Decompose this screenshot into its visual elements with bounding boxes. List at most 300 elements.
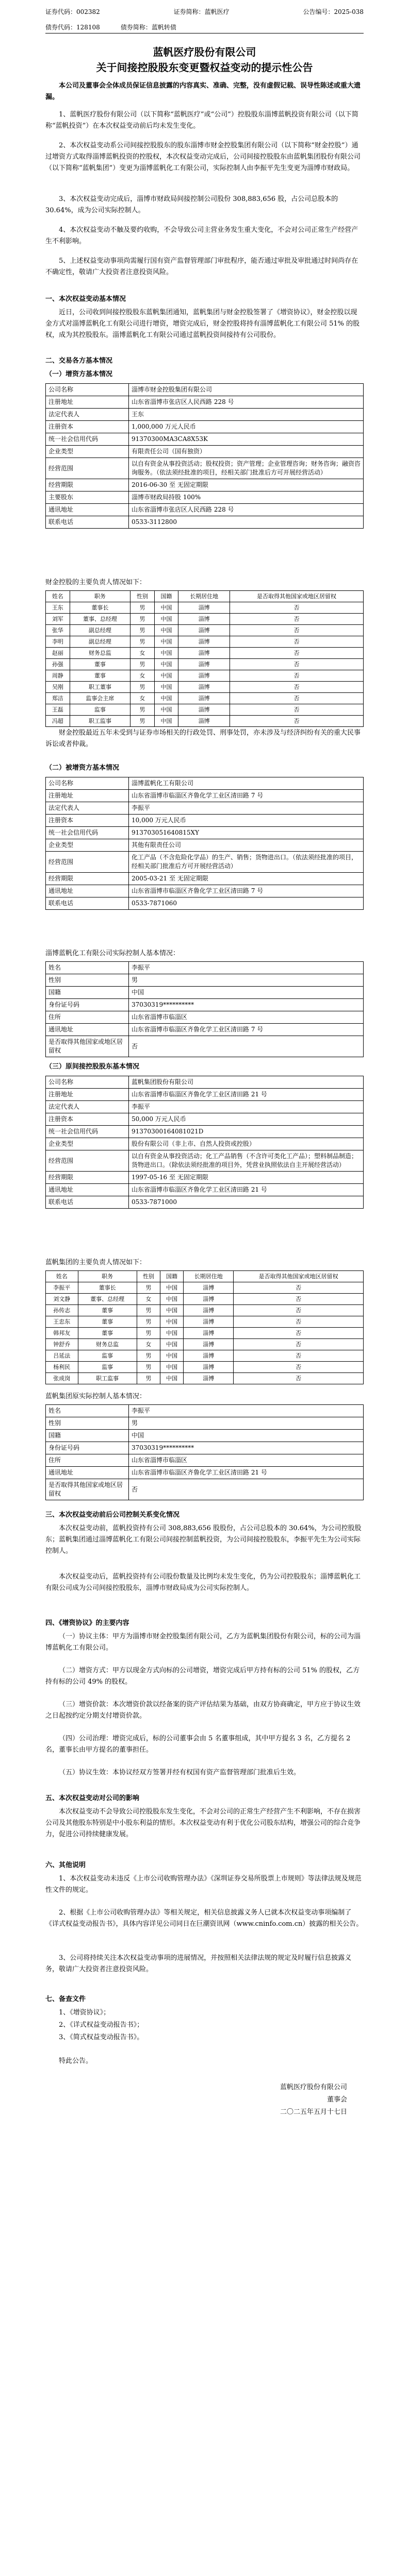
field-value: 10,000 万元人民币 bbox=[129, 815, 364, 827]
table-cell: 中国 bbox=[154, 602, 178, 614]
table-row bbox=[46, 815, 364, 827]
table-cell: 男 bbox=[137, 1316, 160, 1328]
section-2-heading: 二、交易各方基本情况 bbox=[45, 357, 113, 365]
table-row bbox=[46, 1113, 364, 1126]
field-label: 是否取得其他国家或地区居留权 bbox=[46, 1036, 129, 1057]
field-value: 以自有资金从事投资活动；股权投资；资产管理；企业管理咨询；财务咨询；融资咨询服务。（依法须经批准的项目，经相关部门批准后方可开展经营活动） bbox=[129, 458, 364, 479]
field-label: 通讯地址 bbox=[46, 1467, 129, 1479]
field-value: 山东省淄博市临淄区 bbox=[129, 1011, 364, 1024]
table-cell: 中国 bbox=[160, 1373, 183, 1384]
field-label: 企业类型 bbox=[46, 1138, 129, 1150]
reference-doc-1: 1、《增资协议》； bbox=[59, 2009, 110, 2016]
table-cell: 财务总监 bbox=[78, 1339, 137, 1350]
table-row bbox=[46, 1089, 364, 1101]
signature-board: 董事会 bbox=[326, 2096, 347, 2104]
table-cell: 否 bbox=[230, 602, 364, 614]
table-cell: 淄博 bbox=[178, 625, 230, 636]
stock-abbr: 证券简称：蓝帆医疗 bbox=[173, 8, 230, 15]
section-2-2-heading: （二）被增资方基本情况 bbox=[45, 764, 120, 772]
field-label: 身份证号码 bbox=[46, 1442, 129, 1454]
section-6-item-3: 3、公司将持续关注本次权益变动事项的进展情况，并按照相关法律法规的规定及时履行信息披露义务，敬请广大投资者注意投资风险。 bbox=[45, 1954, 352, 1973]
former-controller-caption: 蓝帆集团原实际控制人基本情况： bbox=[45, 1393, 146, 1400]
column-header: 是否取得其他国家或地区居留权 bbox=[230, 591, 364, 602]
table-cell: 否 bbox=[234, 1305, 364, 1316]
table-cell: 王磊 bbox=[46, 704, 70, 716]
table-cell: 刘军 bbox=[46, 614, 70, 625]
field-label: 注册资本 bbox=[46, 815, 129, 827]
table-cell: 中国 bbox=[160, 1316, 183, 1328]
table-cell: 董事 bbox=[78, 1305, 137, 1316]
table-cell: 董事 bbox=[78, 1316, 137, 1328]
field-value: 其他有限责任公司 bbox=[129, 839, 364, 852]
table-row bbox=[46, 1417, 364, 1430]
table-cell: 淄博 bbox=[178, 716, 230, 727]
field-value: 李振平 bbox=[129, 1101, 364, 1113]
stock-code: 证券代码：002382 bbox=[45, 8, 100, 15]
table-cell: 中国 bbox=[160, 1305, 183, 1316]
field-value: 37030319********** bbox=[129, 999, 364, 1011]
table-row bbox=[46, 1011, 364, 1024]
bond-abbr: 债券简称：蓝帆转债 bbox=[120, 24, 176, 31]
field-value: 0533-7871000 bbox=[129, 1196, 364, 1209]
table-cell: 董事长 bbox=[78, 1282, 137, 1294]
field-label: 注册地址 bbox=[46, 1089, 129, 1101]
table-cell: 职工监事 bbox=[78, 1373, 137, 1384]
field-label: 通讯地址 bbox=[46, 1024, 129, 1036]
signature-block bbox=[280, 2081, 347, 2119]
field-value: 0533-3112800 bbox=[129, 516, 364, 529]
table-cell: 男 bbox=[130, 614, 155, 625]
paragraph-1: 1、蓝帆医疗股份有限公司（以下简称“蓝帆医疗”或“公司”）控股股东淄博蓝帆投资有限公司（以下简称“蓝帆投资”）在本次权益变动前后均未发生变化。 bbox=[45, 111, 358, 130]
field-value: 2016-06-30 至 无固定期限 bbox=[129, 479, 364, 492]
table-cell: 否 bbox=[234, 1328, 364, 1339]
table-row bbox=[46, 636, 364, 648]
table-cell: 男 bbox=[137, 1328, 160, 1339]
field-value: 中国 bbox=[129, 987, 364, 999]
table-row bbox=[46, 479, 364, 492]
section-3-heading: 三、本次权益变动前后公司控制关系变化情况 bbox=[45, 1511, 180, 1519]
table-cell: 李明 bbox=[46, 636, 70, 648]
table-cell: 孙传志 bbox=[46, 1305, 78, 1316]
field-value: 股份有限公司（非上市、自然人投资或控股） bbox=[129, 1138, 364, 1150]
table-row bbox=[46, 1362, 364, 1373]
table-cell: 中国 bbox=[154, 659, 178, 670]
paragraph-3: 3、本次权益变动完成后，淄博市财政局间接控制公司股份 308,883,656 股，占公司总股本的 30.64%，成为公司实际控制人。 bbox=[45, 195, 338, 214]
section-7-heading: 七、备查文件 bbox=[45, 1995, 86, 2003]
table-row bbox=[46, 648, 364, 659]
table-row bbox=[46, 1454, 364, 1467]
table-cell: 淄博 bbox=[178, 704, 230, 716]
table-row bbox=[46, 873, 364, 885]
table-cell: 淄博 bbox=[184, 1294, 234, 1305]
table-row bbox=[46, 777, 364, 790]
field-label: 注册资本 bbox=[46, 1113, 129, 1126]
table-row bbox=[46, 458, 364, 479]
table-cell: 财务总监 bbox=[70, 648, 130, 659]
table-row bbox=[46, 716, 364, 727]
field-label: 通讯地址 bbox=[46, 504, 129, 516]
table-cell: 否 bbox=[230, 704, 364, 716]
field-value: 山东省淄博市临淄区齐鲁化学工业区清田路 21 号 bbox=[129, 1467, 364, 1479]
table-row bbox=[46, 1126, 364, 1138]
field-label: 法定代表人 bbox=[46, 1101, 129, 1113]
field-value: 否 bbox=[129, 1036, 364, 1057]
field-label: 是否取得其他国家或地区居留权 bbox=[46, 1479, 129, 1500]
table-cell: 男 bbox=[137, 1305, 160, 1316]
field-label: 统一社会信用代码 bbox=[46, 827, 129, 839]
field-label: 姓名 bbox=[46, 962, 129, 974]
field-label: 统一社会信用代码 bbox=[46, 1126, 129, 1138]
table-cell: 中国 bbox=[154, 648, 178, 659]
table-cell: 否 bbox=[230, 659, 364, 670]
table-cell: 否 bbox=[234, 1339, 364, 1350]
table-cell: 否 bbox=[230, 716, 364, 727]
announcement-header bbox=[45, 7, 364, 16]
field-value: 淄博市财金控股集团有限公司 bbox=[129, 384, 364, 396]
table-cell: 孙强 bbox=[46, 659, 70, 670]
table-cell: 否 bbox=[230, 682, 364, 693]
section-1-text: 近日，公司收到间接控股股东蓝帆集团通知，蓝帆集团与财金控股签署了《增资协议》，财金控股以现金方式对淄博蓝帆化工有限公司进行增资，增资完成后，财金控股将持有淄博蓝帆化工有限公司 51% 的股权，成为其控股股东。淄博蓝帆化工有限公司通过蓝帆投资间接持有公司股份。 bbox=[45, 309, 360, 339]
column-header: 性别 bbox=[130, 591, 155, 602]
column-header: 国籍 bbox=[154, 591, 178, 602]
section-4-heading: 四、《增资协议》的主要内容 bbox=[45, 1619, 129, 1627]
field-label: 经营期限 bbox=[46, 479, 129, 492]
table-cell: 淄博 bbox=[178, 693, 230, 704]
agreement-effective: （五）协议生效：本协议经双方签署并经有权国有资产监督管理部门批准后生效。 bbox=[59, 1769, 301, 1776]
field-label: 住所 bbox=[46, 1011, 129, 1024]
field-label: 联系电话 bbox=[46, 897, 129, 910]
table-cell: 淄博 bbox=[184, 1362, 234, 1373]
field-value: 1997-05-16 至 无固定期限 bbox=[129, 1172, 364, 1184]
field-value: 0533-7871060 bbox=[129, 897, 364, 910]
table-cell: 韩邦友 bbox=[46, 1328, 78, 1339]
table-cell: 监事会主席 bbox=[70, 693, 130, 704]
table-cell: 职工监事 bbox=[70, 716, 130, 727]
field-value: 山东省淄博市临淄区 bbox=[129, 1454, 364, 1467]
field-value: 以自有资金从事投资活动；化工产品销售（不含许可类化工产品）；塑料制品制造；货物进出口。（除依法须经批准的项目外，凭营业执照依法自主开展经营活动） bbox=[129, 1150, 364, 1172]
table-row bbox=[46, 1350, 364, 1362]
table-row bbox=[46, 1328, 364, 1339]
field-label: 性别 bbox=[46, 1417, 129, 1430]
field-value: 37030319********** bbox=[129, 1442, 364, 1454]
table-row bbox=[46, 1184, 364, 1196]
field-value: 山东省淄博市临淄区齐鲁化学工业区清田路 7 号 bbox=[129, 885, 364, 897]
field-label: 性别 bbox=[46, 974, 129, 987]
table-cell: 吕延法 bbox=[46, 1350, 78, 1362]
field-value: 1,000,000 万元人民币 bbox=[129, 421, 364, 433]
field-value: 化工产品（不含危险化学品）的生产、销售；货物进出口。（依法须经批准的项目，经相关部门批准后方可开展经营活动） bbox=[129, 852, 364, 873]
table-cell: 女 bbox=[130, 693, 155, 704]
field-label: 通讯地址 bbox=[46, 885, 129, 897]
table-cell: 监事 bbox=[78, 1362, 137, 1373]
table-cell: 中国 bbox=[160, 1282, 183, 1294]
table-cell: 中国 bbox=[160, 1362, 183, 1373]
field-value: 李振平 bbox=[129, 962, 364, 974]
table-cell: 女 bbox=[130, 670, 155, 682]
signature-date: 二〇二五年五月十七日 bbox=[280, 2108, 347, 2116]
section-2-1-heading: （一）增资方基本情况 bbox=[45, 370, 113, 378]
table-cell: 男 bbox=[130, 636, 155, 648]
field-label: 身份证号码 bbox=[46, 999, 129, 1011]
field-value: 李振平 bbox=[129, 802, 364, 815]
table-cell: 否 bbox=[230, 636, 364, 648]
table-cell: 中国 bbox=[154, 636, 178, 648]
table-cell: 淄博 bbox=[184, 1316, 234, 1328]
former-parent-officers-table bbox=[45, 1270, 364, 1384]
table-row bbox=[46, 1294, 364, 1305]
field-value: 山东省淄博市临淄区齐鲁化学工业区清田路 7 号 bbox=[129, 790, 364, 802]
table-row bbox=[46, 1282, 364, 1294]
table-row bbox=[46, 999, 364, 1011]
board-statement: 本公司及董事会全体成员保证信息披露的内容真实、准确、完整，没有虚假记载、误导性陈述或重大遗漏。 bbox=[45, 82, 361, 101]
field-value: 淄博蓝帆化工有限公司 bbox=[129, 777, 364, 790]
table-cell: 董事 bbox=[70, 659, 130, 670]
table-cell: 否 bbox=[234, 1316, 364, 1328]
table-cell: 男 bbox=[130, 704, 155, 716]
field-value: 男 bbox=[129, 1417, 364, 1430]
field-label: 经营范围 bbox=[46, 852, 129, 873]
field-label: 统一社会信用代码 bbox=[46, 433, 129, 446]
field-label: 公司名称 bbox=[46, 384, 129, 396]
table-row bbox=[46, 839, 364, 852]
announcement-no: 公告编号：2025-038 bbox=[303, 8, 364, 15]
table-cell: 淄博 bbox=[178, 648, 230, 659]
column-header: 姓名 bbox=[46, 1271, 78, 1282]
section-6-item-1: 1、本次权益变动未违反《上市公司收购管理办法》《深圳证券交易所股票上市规则》等法律法规及规范性文件的规定。 bbox=[45, 1875, 362, 1894]
field-label: 经营范围 bbox=[46, 1150, 129, 1172]
table-cell: 监事 bbox=[78, 1350, 137, 1362]
bond-code: 债券代码：128108 bbox=[45, 24, 100, 31]
section-3-after: 本次权益变动后，蓝帆投资持有公司股份数量及比例均未发生变化，仍为公司控股股东；淄博蓝帆化工有限公司成为公司间接控股股东，淄博市财政局成为公司实际控制人。 bbox=[45, 1573, 361, 1592]
field-value: 50,000 万元人民币 bbox=[129, 1113, 364, 1126]
table-row bbox=[46, 614, 364, 625]
field-label: 经营范围 bbox=[46, 458, 129, 479]
table-row bbox=[46, 682, 364, 693]
table-cell: 否 bbox=[230, 670, 364, 682]
field-value: 山东省淄博市临淄区齐鲁化学工业区清田路 7 号 bbox=[129, 1024, 364, 1036]
table-header-row bbox=[46, 591, 364, 602]
table-row bbox=[46, 433, 364, 446]
table-row bbox=[46, 1196, 364, 1209]
table-cell: 否 bbox=[230, 625, 364, 636]
table-cell: 中国 bbox=[154, 614, 178, 625]
field-value: 91370300164081021D bbox=[129, 1126, 364, 1138]
field-label: 联系电话 bbox=[46, 516, 129, 529]
table-row bbox=[46, 421, 364, 433]
closing-line: 特此公告。 bbox=[59, 2057, 93, 2065]
paragraph-4: 4、本次权益变动不触及要约收购，不会导致公司主营业务发生重大变化，不会对公司正常生产经营产生不利影响。 bbox=[45, 226, 358, 245]
table-cell: 淄博 bbox=[184, 1282, 234, 1294]
table-cell: 男 bbox=[130, 602, 155, 614]
table-cell: 男 bbox=[130, 682, 155, 693]
field-label: 联系电话 bbox=[46, 1196, 129, 1209]
investor-officers-caption: 财金控股的主要负责人情况如下： bbox=[45, 579, 146, 586]
table-cell: 中国 bbox=[154, 704, 178, 716]
column-header: 长期居住地 bbox=[184, 1271, 234, 1282]
table-cell: 中国 bbox=[160, 1350, 183, 1362]
table-cell: 中国 bbox=[160, 1328, 183, 1339]
company-title: 蓝帆医疗股份有限公司 bbox=[153, 46, 256, 58]
field-value: 913703051640815XY bbox=[129, 827, 364, 839]
field-value: 山东省淄博市张店区人民西路 228 号 bbox=[129, 504, 364, 516]
field-label: 公司名称 bbox=[46, 1076, 129, 1089]
reference-doc-2: 2、《详式权益变动报告书》； bbox=[59, 2021, 144, 2029]
table-row bbox=[46, 1405, 364, 1417]
table-cell: 吴刚 bbox=[46, 682, 70, 693]
table-cell: 董事、总经理 bbox=[70, 614, 130, 625]
table-row bbox=[46, 670, 364, 682]
table-row bbox=[46, 790, 364, 802]
table-cell: 否 bbox=[234, 1373, 364, 1384]
table-cell: 监事 bbox=[70, 704, 130, 716]
table-cell: 淄博 bbox=[178, 602, 230, 614]
field-value: 山东省淄博市临淄区齐鲁化学工业区清田路 21 号 bbox=[129, 1089, 364, 1101]
table-cell: 中国 bbox=[154, 682, 178, 693]
bond-header bbox=[45, 23, 176, 31]
table-cell: 王忠东 bbox=[46, 1316, 78, 1328]
paragraph-2: 2、本次权益变动系公司间接控股股东的股东淄博市财金控股集团有限公司（以下简称“财金控股”）通过增资方式取得淄博蓝帆投资的控股权，本次权益变动完成后，公司间接控股股东由蓝帆集团股份有限公司（以下简称“蓝帆集团”）变更为淄博蓝帆化工有限公司，实际控制人由李振平先生变更为淄博市财政局。 bbox=[45, 142, 361, 172]
table-row bbox=[46, 446, 364, 458]
reference-doc-3: 3、《简式权益变动报告书》。 bbox=[59, 2033, 144, 2041]
table-cell: 否 bbox=[234, 1350, 364, 1362]
table-cell: 男 bbox=[137, 1373, 160, 1384]
table-cell: 张成岗 bbox=[46, 1373, 78, 1384]
field-label: 法定代表人 bbox=[46, 409, 129, 421]
table-cell: 中国 bbox=[160, 1339, 183, 1350]
table-cell: 否 bbox=[234, 1282, 364, 1294]
former-controller-table bbox=[45, 1404, 364, 1500]
table-cell: 男 bbox=[130, 659, 155, 670]
table-row bbox=[46, 987, 364, 999]
field-label: 经营期限 bbox=[46, 1172, 129, 1184]
agreement-parties: （一）协议主体：甲方为淄博市财金控股集团有限公司，乙方为蓝帆集团股份有限公司，标的公司为淄博蓝帆化工有限公司。 bbox=[45, 1633, 361, 1652]
table-cell: 女 bbox=[137, 1294, 160, 1305]
table-cell: 中国 bbox=[154, 716, 178, 727]
field-value: 中国 bbox=[129, 1430, 364, 1442]
table-row bbox=[46, 396, 364, 409]
table-row bbox=[46, 602, 364, 614]
table-row bbox=[46, 974, 364, 987]
table-cell: 赵丽 bbox=[46, 648, 70, 659]
table-row bbox=[46, 1076, 364, 1089]
table-row bbox=[46, 1373, 364, 1384]
table-row bbox=[46, 1138, 364, 1150]
table-cell: 刘文静 bbox=[46, 1294, 78, 1305]
field-label: 姓名 bbox=[46, 1405, 129, 1417]
table-row bbox=[46, 704, 364, 716]
table-row bbox=[46, 693, 364, 704]
table-cell: 女 bbox=[130, 648, 155, 659]
table-row bbox=[46, 852, 364, 873]
agreement-governance: （四）公司治理：增资完成后，标的公司董事会由 5 名董事组成，其中甲方提名 3 名，乙方提名 2 名，董事长由甲方提名的董事担任。 bbox=[45, 1735, 351, 1754]
table-row bbox=[46, 1479, 364, 1500]
field-value: 男 bbox=[129, 974, 364, 987]
column-header: 是否取得其他国家或地区居留权 bbox=[234, 1271, 364, 1282]
investor-compliance-text: 财金控股最近五年未受到与证券市场相关的行政处罚、刑事处罚，亦未涉及与经济纠纷有关的重大民事诉讼或者仲裁。 bbox=[45, 729, 361, 748]
table-cell: 否 bbox=[230, 693, 364, 704]
table-cell: 职工董事 bbox=[70, 682, 130, 693]
table-row bbox=[46, 1442, 364, 1454]
section-5-text: 本次权益变动不会导致公司控股股东发生变化，不会对公司的正常生产经营产生不利影响，不存在损害公司及其他股东特别是中小股东利益的情形。本次权益变动有利于优化公司股东结构，增强公司的综合竞争力，促进公司持续健康发展。 bbox=[45, 1808, 361, 1838]
table-row bbox=[46, 1467, 364, 1479]
table-cell: 李振平 bbox=[46, 1282, 78, 1294]
column-header: 性别 bbox=[137, 1271, 160, 1282]
field-label: 国籍 bbox=[46, 1430, 129, 1442]
table-row bbox=[46, 827, 364, 839]
column-header: 国籍 bbox=[160, 1271, 183, 1282]
table-cell: 王东 bbox=[46, 602, 70, 614]
field-label: 经营期限 bbox=[46, 873, 129, 885]
table-cell: 女 bbox=[137, 1339, 160, 1350]
table-row bbox=[46, 1316, 364, 1328]
field-label: 注册地址 bbox=[46, 396, 129, 409]
table-cell: 淄博 bbox=[184, 1328, 234, 1339]
target-company-table bbox=[45, 777, 364, 910]
table-row bbox=[46, 1430, 364, 1442]
field-label: 企业类型 bbox=[46, 839, 129, 852]
table-cell: 淄博 bbox=[184, 1305, 234, 1316]
field-value: 山东省淄博市张店区人民西路 228 号 bbox=[129, 396, 364, 409]
field-value: 91370300MA3CA8X53K bbox=[129, 433, 364, 446]
section-6-item-2: 2、根据《上市公司收购管理办法》等相关规定，相关信息披露义务人已就本次权益变动事项编制了《详式权益变动报告书》，具体内容详见公司同日在巨潮资讯网（www.cninfo.com.cn）披露的相关公告。 bbox=[45, 1909, 363, 1928]
table-cell: 中国 bbox=[154, 670, 178, 682]
field-label: 国籍 bbox=[46, 987, 129, 999]
table-row bbox=[46, 516, 364, 529]
signature-company: 蓝帆医疗股份有限公司 bbox=[280, 2083, 347, 2091]
table-cell: 董事 bbox=[70, 670, 130, 682]
target-controller-table bbox=[45, 961, 364, 1057]
table-cell: 钟舒乔 bbox=[46, 1339, 78, 1350]
field-label: 注册资本 bbox=[46, 421, 129, 433]
table-cell: 否 bbox=[230, 648, 364, 659]
table-cell: 冯超 bbox=[46, 716, 70, 727]
table-cell: 淄博 bbox=[184, 1350, 234, 1362]
table-cell: 董事长 bbox=[70, 602, 130, 614]
column-header: 姓名 bbox=[46, 591, 70, 602]
table-cell: 中国 bbox=[154, 625, 178, 636]
table-cell: 男 bbox=[137, 1282, 160, 1294]
table-cell: 淄博 bbox=[178, 682, 230, 693]
table-row bbox=[46, 885, 364, 897]
field-label: 公司名称 bbox=[46, 777, 129, 790]
field-label: 法定代表人 bbox=[46, 802, 129, 815]
table-cell: 副总经理 bbox=[70, 636, 130, 648]
column-header: 长期居住地 bbox=[178, 591, 230, 602]
former-parent-table bbox=[45, 1076, 364, 1209]
section-3-before: 本次权益变动前，蓝帆投资持有公司 308,883,656 股股份，占公司总股本的 30.64%，为公司控股股东；蓝帆集团通过淄博蓝帆化工有限公司间接控制蓝帆投资，为公司间接控股股东，李振平先生为公司实际控制人。 bbox=[45, 1524, 362, 1555]
table-row bbox=[46, 1101, 364, 1113]
field-value: 2005-03-21 至 无固定期限 bbox=[129, 873, 364, 885]
table-cell: 周静 bbox=[46, 670, 70, 682]
table-row bbox=[46, 962, 364, 974]
column-header: 职务 bbox=[78, 1271, 137, 1282]
table-cell: 淄博 bbox=[178, 670, 230, 682]
field-value: 山东省淄博市临淄区齐鲁化学工业区清田路 21 号 bbox=[129, 1184, 364, 1196]
table-cell: 副总经理 bbox=[70, 625, 130, 636]
investor-info-table bbox=[45, 383, 364, 529]
table-cell: 淄博 bbox=[184, 1339, 234, 1350]
table-row bbox=[46, 802, 364, 815]
table-cell: 杨利民 bbox=[46, 1362, 78, 1373]
table-row bbox=[46, 1172, 364, 1184]
table-cell: 淄博 bbox=[184, 1373, 234, 1384]
table-cell: 中国 bbox=[160, 1294, 183, 1305]
table-row bbox=[46, 625, 364, 636]
table-cell: 否 bbox=[234, 1294, 364, 1305]
table-row bbox=[46, 504, 364, 516]
field-value: 淄博市财政局持股 100% bbox=[129, 492, 364, 504]
table-cell: 淄博 bbox=[178, 614, 230, 625]
